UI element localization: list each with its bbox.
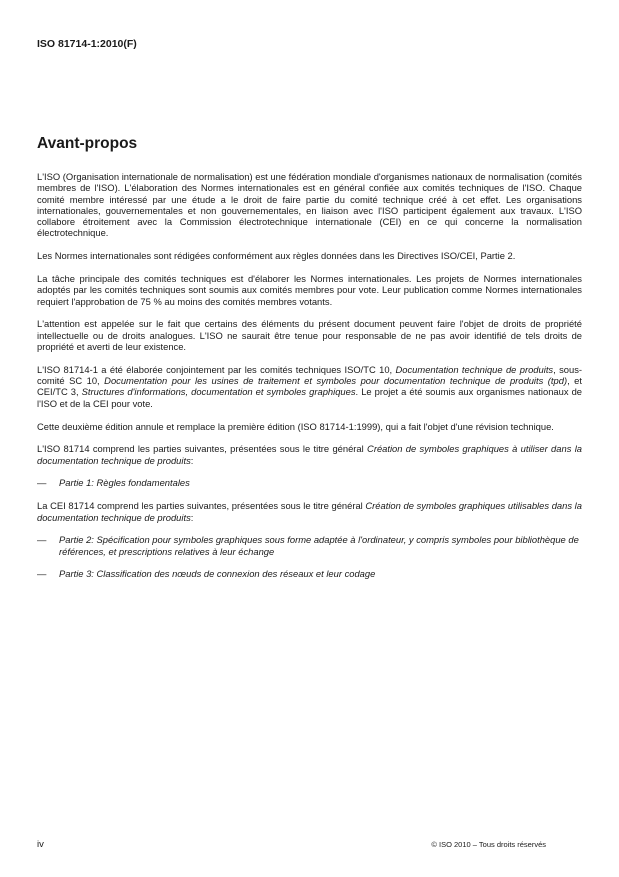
text: L'ISO 81714 comprend les parties suivantes, présentées sous le titre général (37, 443, 368, 455)
text: : (190, 454, 194, 466)
paragraph-patents: L'attention est appelée sur le fait que certains des éléments du présent document peuvent faire l'objet de droits de propriété intellectuelle ou de droits analogues. L'ISO ne saurait être tenue pour responsable de ne pas avoir identifié de tels droits de propriété et averti de leur existence. (37, 318, 582, 353)
paragraph-edition: Cette deuxième édition annule et remplace la première édition (ISO 81714-1:1999), qui a fait l'objet d'une révision technique. (37, 420, 554, 432)
dash-bullet: — (37, 477, 47, 489)
text: , et CEI/TC 3, (37, 375, 583, 398)
page-number: iv (37, 839, 44, 850)
list-item-text: Partie 1: Règles fondamentales (59, 477, 190, 489)
dash-bullet: — (37, 534, 47, 546)
list-item (37, 534, 582, 557)
document-id-header: ISO 81714-1:2010(F) (37, 38, 137, 50)
text: : (190, 511, 194, 523)
paragraph-committees: La tâche principale des comités techniques est d'élaborer les Normes internationales. Les projets de Normes internationales adoptés par les comités techniques sont soumis aux comités membres pour vote. Leur publication comme Normes internationales requiert l'approbation de 75 % au moins des comités membres votants. (37, 273, 582, 307)
paragraph-cei-parts (37, 500, 582, 523)
italic-title: Documentation pour les usines de traitement et symboles pour documentation technique de produits (tpd) (104, 375, 568, 387)
list-item (37, 568, 582, 579)
italic-title: Documentation technique de produits (395, 363, 554, 375)
foreword-body (37, 171, 582, 591)
paragraph-iso-intro: L'ISO (Organisation internationale de normalisation) est une fédération mondiale d'organismes nationaux de normalisation (comités membres de l'ISO). L'élaboration des Normes internationales est en général confiée aux comités techniques de l'ISO. Chaque comité membre intéressé par une étude a le droit de faire partie du comité technique créé à cet effet. Les organisations internationales, gouvernementales et non gouvernementales, en liaison avec l'ISO participent également aux travaux. L'ISO collabore étroitement avec la Commission électrotechnique internationale (CEI) en ce qui concerne la normalisation électrotechnique. (37, 171, 582, 239)
list-item (37, 477, 582, 488)
list-item-text: Partie 3: Classification des nœuds de connexion des réseaux et leur codage (59, 568, 376, 580)
list-item-text: Partie 2: Spécification pour symboles graphiques sous forme adaptée à l'ordinateur, y compris symboles pour bibliothèque de références, et prescriptions relatives à leur échange (59, 534, 579, 557)
italic-title: Création de symboles graphiques à utiliser dans la documentation technique de produits (37, 443, 582, 466)
text: L'ISO 81714-1 a été élaborée conjointement par les comités techniques ISO/TC 10, (37, 363, 396, 375)
text: . Le projet a été soumis aux organismes nationaux de l'ISO et de la CEI pour vote. (37, 386, 582, 409)
paragraph-technical-committee (37, 364, 582, 409)
text: La CEI 81714 comprend les parties suivantes, présentées sous le titre général (37, 500, 366, 512)
paragraph-iso-parts (37, 443, 582, 466)
paragraph-directives: Les Normes internationales sont rédigées conformément aux règles données dans les Directives ISO/CEI, Partie 2. (37, 250, 516, 262)
text: , sous-comité SC 10, (37, 363, 583, 387)
italic-title: Structures d'informations, documentation et symboles graphiques (81, 386, 356, 398)
copyright-notice: © ISO 2010 – Tous droits réservés (431, 840, 546, 849)
dash-bullet: — (37, 568, 47, 580)
section-title: Avant-propos (37, 135, 138, 152)
italic-title: Création de symboles graphiques utilisables dans la documentation technique de produits (37, 500, 582, 523)
